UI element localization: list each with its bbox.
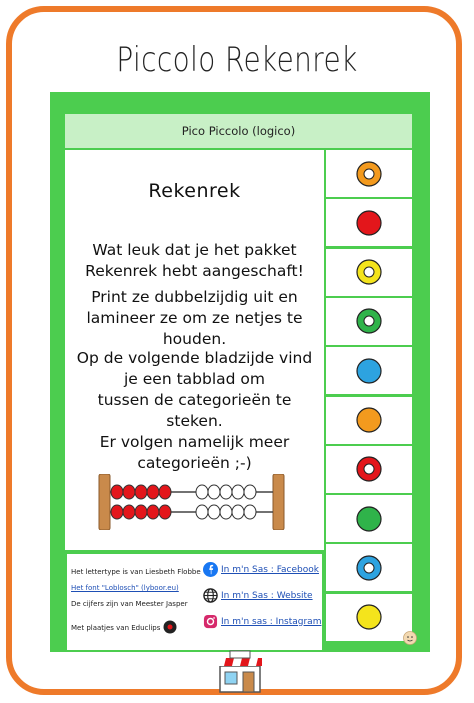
page-title: Piccolo Rekenrek — [116, 40, 358, 80]
bead — [111, 485, 123, 499]
paragraph-2 — [65, 287, 324, 350]
paragraph-3-line: tussen de categorieën te — [97, 391, 292, 409]
facebook-link-label: In m'n Sas : Facebook — [221, 564, 319, 575]
bead — [196, 505, 208, 519]
bead — [123, 485, 135, 499]
website-link[interactable] — [203, 588, 313, 603]
tab-marker-cell — [326, 544, 412, 591]
color-dot-icon — [355, 258, 383, 286]
tab-marker-cell — [326, 150, 412, 197]
color-dot-icon — [355, 307, 383, 335]
font-link[interactable]: Het font "Loblosch" (lyboor.eu) — [71, 584, 179, 592]
bead — [208, 505, 220, 519]
bead — [159, 485, 171, 499]
bead — [135, 505, 147, 519]
digits-credit: De cijfers zijn van Meester Jasper — [71, 600, 188, 608]
bead — [220, 485, 232, 499]
credits-box — [65, 552, 324, 652]
paragraph-2-line: lamineer ze om ze netjes te — [86, 309, 303, 327]
color-dot-icon — [355, 505, 383, 533]
paragraph-3 — [65, 348, 324, 474]
color-dot-icon — [355, 455, 383, 483]
bead — [244, 505, 256, 519]
tab-marker-cell — [326, 298, 412, 345]
bead — [111, 505, 123, 519]
paragraph-1-line: Rekenrek hebt aangeschaft! — [85, 262, 304, 280]
bead — [147, 505, 159, 519]
color-dot-icon — [355, 160, 383, 188]
facebook-link[interactable] — [203, 562, 319, 577]
font-credit: Het lettertype is van Liesbeth Flobbe — [71, 568, 201, 576]
paragraph-3-line: Op de volgende bladzijde vind — [76, 349, 313, 367]
header-label: Pico Piccolo (logico) — [65, 114, 412, 148]
paragraph-3-line: categorieën ;-) — [137, 454, 252, 472]
bead — [232, 485, 244, 499]
tab-marker-cell — [326, 397, 412, 444]
color-dot-icon — [355, 357, 383, 385]
bead — [159, 505, 171, 519]
website-link-label: In m'n Sas : Website — [221, 590, 313, 601]
educlips-icon — [163, 620, 177, 634]
tab-marker-cell — [326, 446, 412, 493]
paragraph-3-line: steken. — [166, 412, 223, 430]
bead — [147, 485, 159, 499]
content-panel — [65, 150, 324, 550]
tab-marker-column — [326, 150, 412, 640]
bead — [196, 485, 208, 499]
paragraph-2-line: Print ze dubbelzijdig uit en — [91, 288, 298, 306]
shop-icon — [216, 650, 264, 694]
paragraph-3-line: je een tabblad om — [124, 370, 265, 388]
color-dot-icon — [355, 209, 383, 237]
tab-marker-cell — [326, 199, 412, 246]
color-dot-icon — [355, 603, 383, 631]
images-credit: Met plaatjes van Educlips — [71, 624, 161, 632]
rekenrek-illustration — [97, 474, 287, 530]
color-dot-icon — [355, 406, 383, 434]
bead — [220, 505, 232, 519]
face-icon — [403, 631, 417, 645]
paragraph-1-line: Wat leuk dat je het pakket — [92, 241, 297, 259]
tab-marker-cell — [326, 594, 412, 641]
paragraph-1 — [65, 240, 324, 282]
instagram-link-label: In m'n sas : Instagram — [221, 616, 322, 627]
instagram-link[interactable] — [203, 614, 321, 629]
tab-marker-cell — [326, 249, 412, 296]
paragraph-2-line: houden. — [162, 330, 227, 348]
content-title: Rekenrek — [148, 180, 241, 202]
globe-icon — [203, 588, 218, 603]
paragraph-3-line: Er volgen namelijk meer — [99, 433, 290, 451]
tab-marker-cell — [326, 347, 412, 394]
bead — [208, 485, 220, 499]
color-dot-icon — [355, 554, 383, 582]
bead — [123, 505, 135, 519]
bead — [135, 485, 147, 499]
instagram-icon — [203, 614, 218, 629]
bead — [232, 505, 244, 519]
bead — [244, 485, 256, 499]
tab-marker-cell — [326, 495, 412, 542]
facebook-icon — [203, 562, 218, 577]
